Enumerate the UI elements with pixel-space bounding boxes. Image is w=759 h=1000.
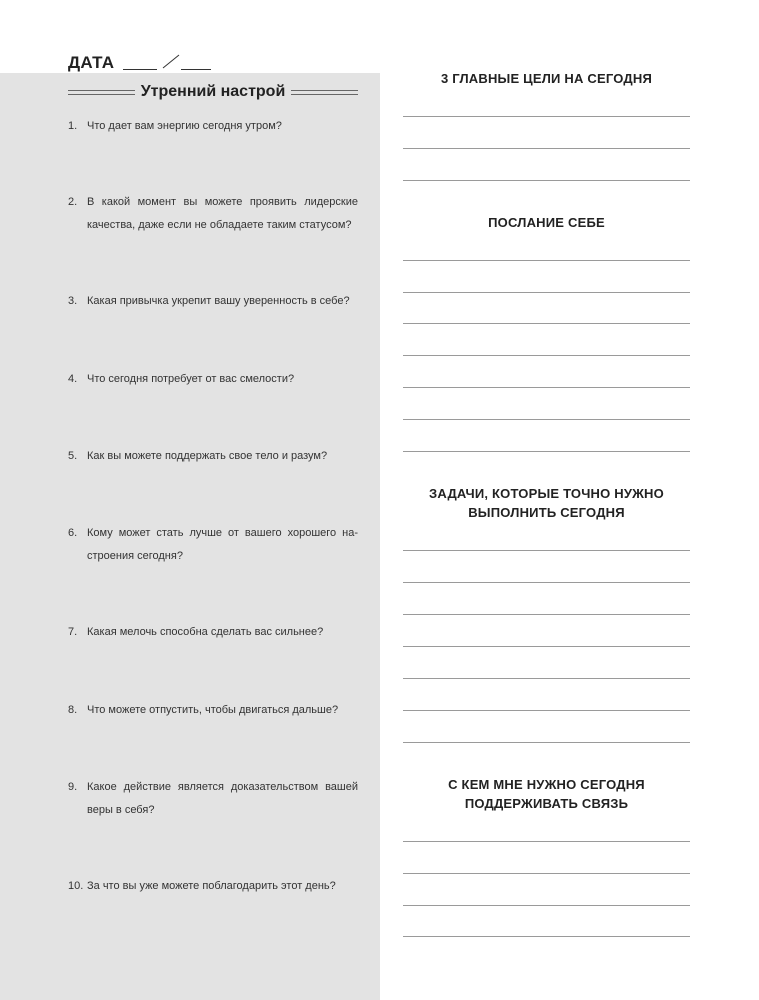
morning-section-header <box>68 81 358 103</box>
question-text: Какая мелочь способна сделать вас сильнее? <box>87 626 324 638</box>
question-text: Что можете отпустить, чтобы двигаться дальше? <box>87 704 339 716</box>
tasks-title-line-1: ЗАДАЧИ, КОТОРЫЕ ТОЧНО НУЖНО <box>429 486 664 501</box>
date-slash-icon <box>161 53 181 70</box>
question-number: 4. <box>68 373 78 385</box>
tasks-section-title <box>403 484 690 522</box>
message-write-line[interactable] <box>403 323 690 324</box>
connect-write-line[interactable] <box>403 841 690 842</box>
connect-section-title <box>403 775 690 813</box>
header-rule-right <box>291 90 358 95</box>
task-write-line[interactable] <box>403 550 690 551</box>
message-write-line[interactable] <box>403 260 690 261</box>
question-text: Какое действие является доказательством вашей веры в себя? <box>87 781 358 816</box>
tasks-title-line-2: ВЫПОЛНИТЬ СЕГОДНЯ <box>468 505 625 520</box>
task-write-line[interactable] <box>403 742 690 743</box>
goal-write-line[interactable] <box>403 148 690 149</box>
question-number: 8. <box>68 704 78 716</box>
task-write-line[interactable] <box>403 710 690 711</box>
question-number: 6. <box>68 527 78 539</box>
goal-write-line[interactable] <box>403 180 690 181</box>
goal-write-line[interactable] <box>403 116 690 117</box>
task-write-line[interactable] <box>403 614 690 615</box>
connect-write-line[interactable] <box>403 873 690 874</box>
message-write-line[interactable] <box>403 355 690 356</box>
question-item <box>68 621 358 644</box>
question-item <box>68 522 358 568</box>
date-label: ДАТА <box>68 53 115 72</box>
message-write-line[interactable] <box>403 387 690 388</box>
question-number: 9. <box>68 781 78 793</box>
message-section-title: ПОСЛАНИЕ СЕБЕ <box>488 215 605 230</box>
question-item <box>68 699 358 722</box>
question-number: 7. <box>68 626 78 638</box>
question-text: Как вы можете поддержать свое тело и разум? <box>87 450 328 462</box>
question-number: 5. <box>68 450 78 462</box>
question-item <box>68 445 358 468</box>
question-text: Что сегодня потребует от вас смелости? <box>87 373 295 385</box>
question-item <box>68 875 358 898</box>
question-item <box>68 115 358 138</box>
message-write-line[interactable] <box>403 419 690 420</box>
task-write-line[interactable] <box>403 582 690 583</box>
date-day-blank[interactable] <box>123 55 157 70</box>
question-number: 1. <box>68 120 78 132</box>
task-write-line[interactable] <box>403 678 690 679</box>
message-write-line[interactable] <box>403 292 690 293</box>
header-rule-left <box>68 90 135 95</box>
question-item <box>68 776 358 822</box>
connect-write-line[interactable] <box>403 905 690 906</box>
question-text: Что дает вам энергию сегодня утром? <box>87 120 282 132</box>
task-write-line[interactable] <box>403 646 690 647</box>
connect-title-line-2: ПОДДЕРЖИВАТЬ СВЯЗЬ <box>464 796 629 811</box>
question-number: 10. <box>68 880 84 892</box>
question-text: За что вы уже можете поблагодарить этот день? <box>87 880 336 892</box>
question-number: 2. <box>68 196 78 208</box>
question-item <box>68 191 358 237</box>
goals-section-title: 3 ГЛАВНЫЕ ЦЕЛИ НА СЕГОДНЯ <box>440 71 652 86</box>
morning-title: Утренний настрой <box>140 83 286 100</box>
connect-title-line-1: С КЕМ МНЕ НУЖНО СЕГОДНЯ <box>448 777 645 792</box>
date-month-blank[interactable] <box>181 55 211 70</box>
question-text: В какой момент вы можете проявить лидерские качества, даже если не обладаете таким статусом? <box>87 196 358 231</box>
question-number: 3. <box>68 295 78 307</box>
question-text: Какая привычка укрепит вашу уверенность в себе? <box>87 295 350 307</box>
date-field[interactable] <box>68 49 211 73</box>
question-item <box>68 290 358 313</box>
question-item <box>68 368 358 391</box>
message-write-line[interactable] <box>403 451 690 452</box>
connect-write-line[interactable] <box>403 936 690 937</box>
question-text: Кому может стать лучше от вашего хорошего на-строения сегодня? <box>87 527 358 562</box>
